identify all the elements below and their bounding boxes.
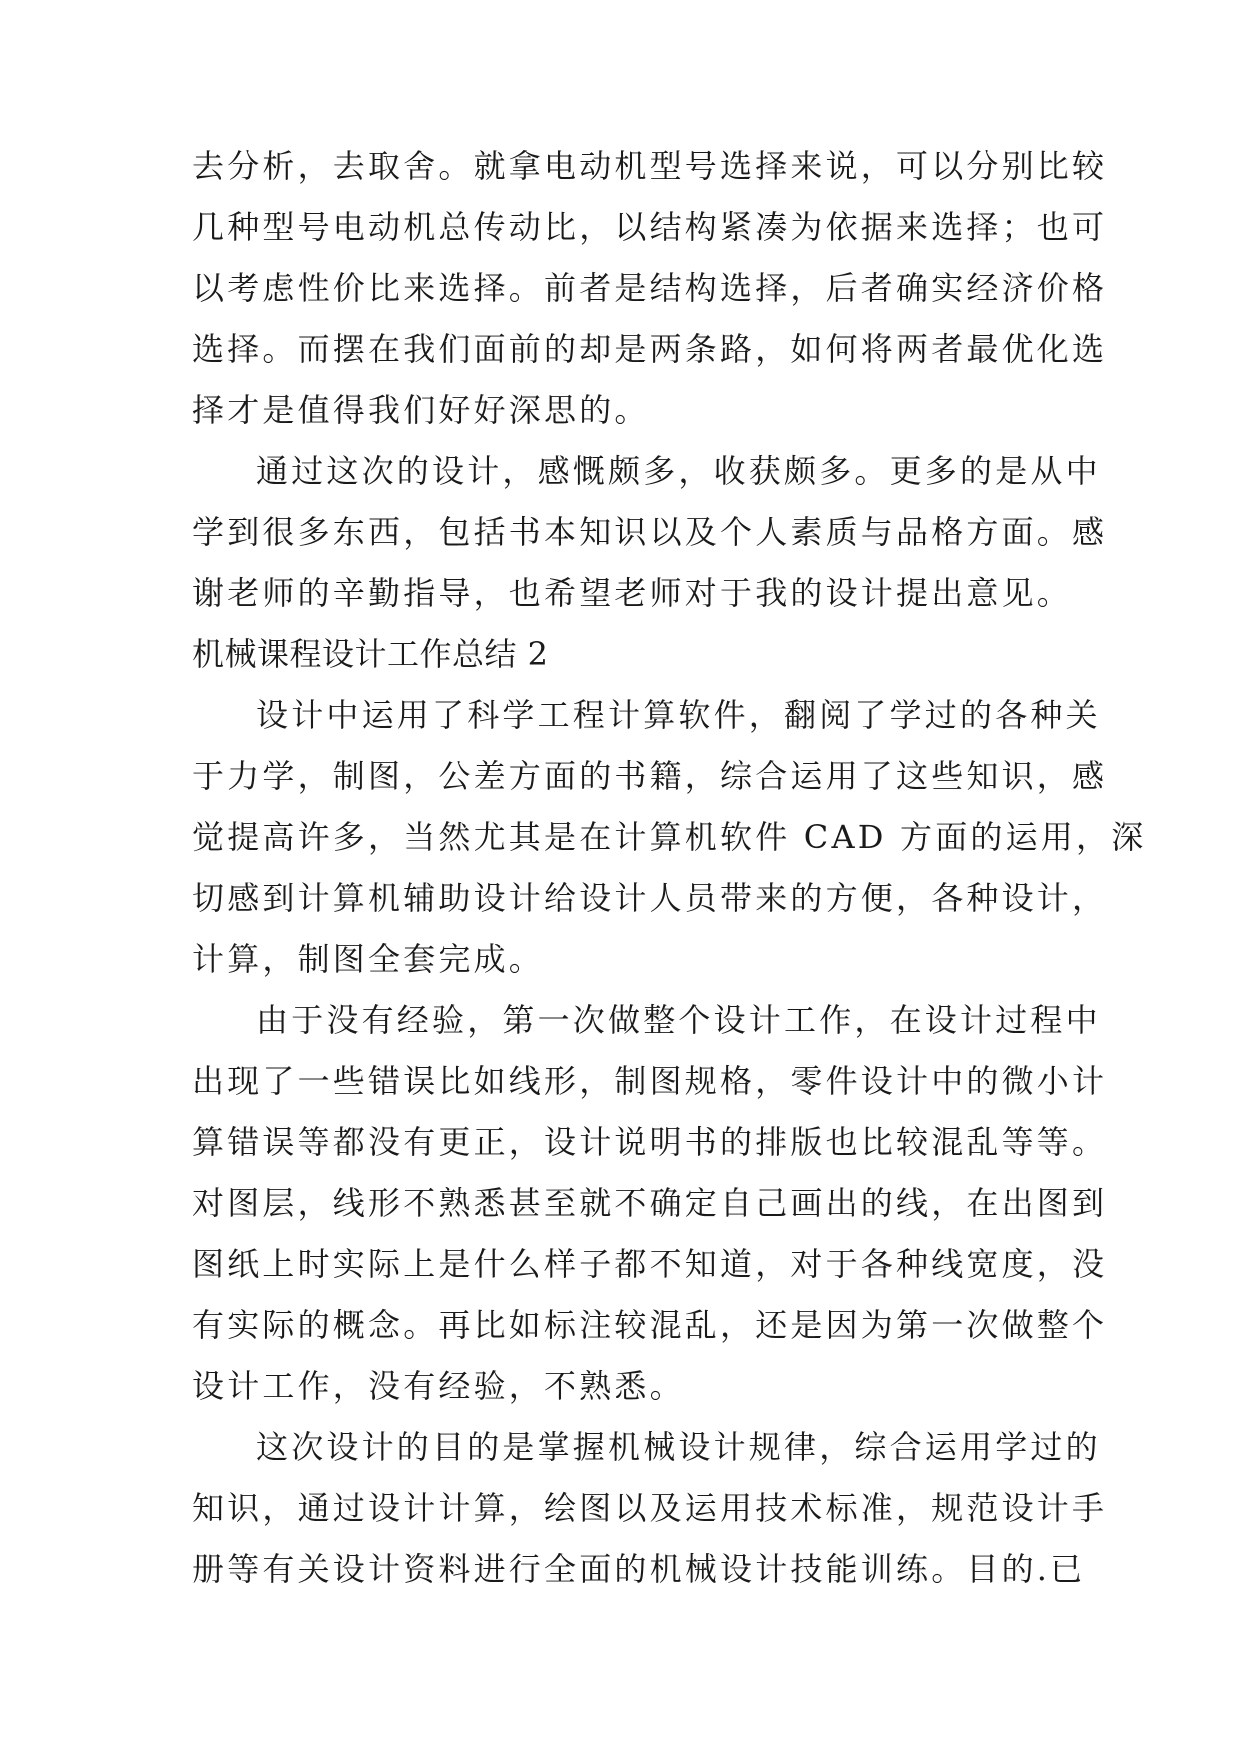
text-line: 知识，通过设计计算，绘图以及运用技术标准，规范设计手 [192,1489,1108,1527]
text-line: 学到很多东西，包括书本知识以及个人素质与品格方面。感 [192,513,1108,551]
text-line: 有实际的概念。再比如标注较混乱，还是因为第一次做整个 [192,1306,1108,1344]
text-line: 几种型号电动机总传动比，以结构紧凑为依据来选择；也可 [192,208,1108,246]
section-heading: 机械课程设计工作总结 2 [192,635,549,673]
text-line: 切感到计算机辅助设计给设计人员带来的方便，各种设计， [192,879,1108,917]
text-line: 择才是值得我们好好深思的。 [192,391,650,429]
paragraph-start-line: 设计中运用了科学工程计算软件，翻阅了学过的各种关 [256,696,1101,734]
paragraph-start-line: 通过这次的设计，感慨颇多，收获颇多。更多的是从中 [256,452,1101,490]
text-line: 算错误等都没有更正，设计说明书的排版也比较混乱等等。 [192,1123,1108,1161]
text-line: 于力学，制图，公差方面的书籍，综合运用了这些知识，感 [192,757,1108,795]
document-body [192,136,1147,1600]
text-line: 设计工作，没有经验，不熟悉。 [192,1367,685,1405]
text-line: 选择。而摆在我们面前的却是两条路，如何将两者最优化选 [192,330,1108,368]
text-line: 图纸上时实际上是什么样子都不知道，对于各种线宽度，没 [192,1245,1108,1283]
paragraph-start-line: 这次设计的目的是掌握机械设计规律，综合运用学过的 [256,1428,1101,1466]
text-line: 出现了一些错误比如线形，制图规格，零件设计中的微小计 [192,1062,1108,1100]
text-line: 去分析，去取舍。就拿电动机型号选择来说，可以分别比较 [192,147,1108,185]
text-line: 觉提高许多，当然尤其是在计算机软件 CAD 方面的运用，深 [192,818,1147,856]
text-line: 册等有关设计资料进行全面的机械设计技能训练。目的.已 [192,1550,1086,1588]
text-line: 对图层，线形不熟悉甚至就不确定自己画出的线，在出图到 [192,1184,1108,1222]
paragraph-start-line: 由于没有经验，第一次做整个设计工作，在设计过程中 [256,1001,1101,1039]
text-line: 谢老师的辛勤指导，也希望老师对于我的设计提出意见。 [192,574,1073,612]
text-line: 计算，制图全套完成。 [192,940,545,978]
text-line: 以考虑性价比来选择。前者是结构选择，后者确实经济价格 [192,269,1108,307]
